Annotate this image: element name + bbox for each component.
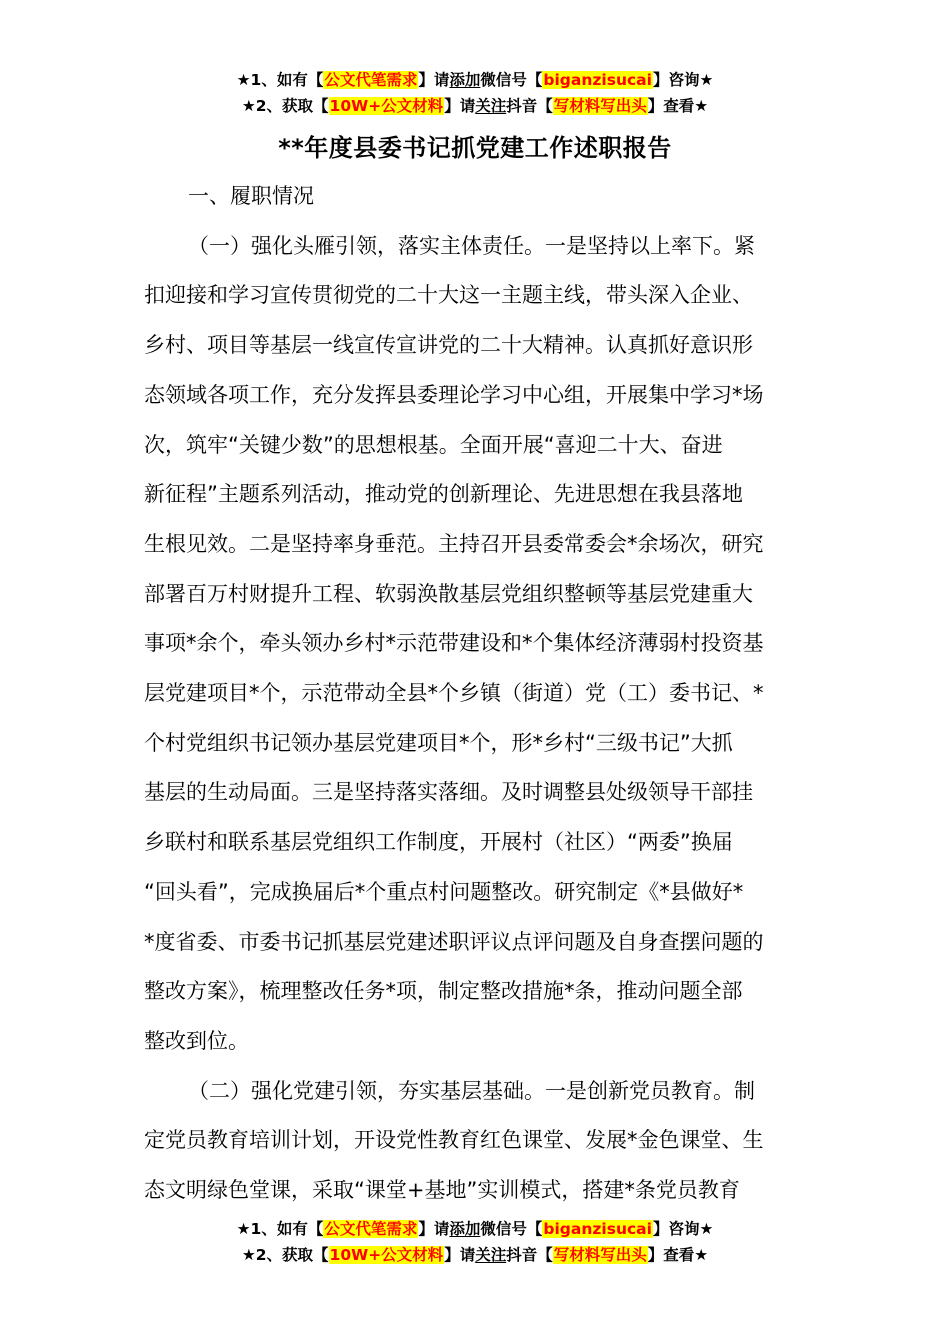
section-heading: 一、履职情况 bbox=[188, 184, 314, 208]
paragraph-line: “回头看”，完成换届后*个重点村问题整改。研究制定《*县做好* bbox=[144, 879, 744, 904]
promo-highlight: 10W+公文材料 bbox=[329, 97, 444, 115]
promo-line-1 bbox=[0, 67, 950, 93]
promo-banner-bottom bbox=[0, 1216, 950, 1268]
promo-text: 】请 bbox=[444, 97, 476, 115]
paragraph-line: 个村党组织书记领办基层党建项目*个，形*乡村“三级书记”大抓 bbox=[144, 730, 733, 755]
paragraph-line: 基层的生动局面。三是坚持落实落细。及时调整县处级领导干部挂 bbox=[144, 780, 753, 805]
paragraph-line: 整改到位。 bbox=[144, 1028, 249, 1053]
promo-text: 微信号【 bbox=[480, 71, 543, 89]
paragraph-line: 乡村、项目等基层一线宣传宣讲党的二十大精神。认真抓好意识形 bbox=[144, 333, 753, 358]
promo-text: 】咨询★ bbox=[652, 71, 714, 89]
paragraph-line: 态领域各项工作，充分发挥县委理论学习中心组，开展集中学习*场 bbox=[144, 382, 764, 407]
paragraph-line: （一）强化头雁引领，落实主体责任。一是坚持以上率下。紧 bbox=[188, 233, 755, 258]
paragraph-line: 生根见效。二是坚持率身垂范。主持召开县委常委会*余场次，研究 bbox=[144, 531, 764, 556]
promo-underlined-text: 关注 bbox=[475, 1246, 507, 1264]
paragraph-line: 扣迎接和学习宣传贯彻党的二十大这一主题主线，带头深入企业、 bbox=[144, 283, 753, 308]
promo-highlight-douyin-id: 写材料写出头 bbox=[553, 1246, 647, 1264]
promo-highlight: 10W+公文材料 bbox=[329, 1246, 444, 1264]
promo-underlined-text: 关注 bbox=[475, 97, 507, 115]
promo-highlight-wechat-id: biganzisucai bbox=[543, 1220, 652, 1238]
promo-highlight: 公文代笔需求 bbox=[324, 71, 418, 89]
promo-text: 抖音【 bbox=[506, 97, 553, 115]
paragraph-line: 定党员教育培训计划，开设党性教育红色课堂、发展*金色课堂、生 bbox=[144, 1128, 764, 1153]
paragraph-line: 乡联村和联系基层党组织工作制度，开展村（社区）“两委”换届 bbox=[144, 830, 733, 855]
promo-line-1 bbox=[0, 1216, 950, 1242]
promo-text: 】请 bbox=[418, 71, 450, 89]
paragraph-line: *度省委、市委书记抓基层党建述职评议点评问题及自身查摆问题的 bbox=[144, 929, 764, 954]
promo-text: ★1、如有【 bbox=[236, 71, 324, 89]
promo-text: ★2、获取【 bbox=[241, 97, 329, 115]
paragraph-line: 次，筑牢“关键少数”的思想根基。全面开展“喜迎二十大、奋进 bbox=[144, 432, 723, 457]
promo-text: 】查看★ bbox=[647, 1246, 709, 1264]
paragraph-line: 新征程”主题系列活动，推动党的创新理论、先进思想在我县落地 bbox=[144, 482, 743, 507]
paragraph-line: （二）强化党建引领，夯实基层基础。一是创新党员教育。制 bbox=[188, 1078, 755, 1103]
promo-text: 】请 bbox=[444, 1246, 476, 1264]
paragraph-2 bbox=[144, 1067, 808, 1216]
promo-banner-top bbox=[0, 67, 950, 119]
paragraph-line: 部署百万村财提升工程、软弱涣散基层党组织整顿等基层党建重大 bbox=[144, 581, 753, 606]
promo-underlined-text: 添加 bbox=[449, 71, 481, 89]
promo-line-2 bbox=[0, 93, 950, 119]
promo-text: 微信号【 bbox=[480, 1220, 543, 1238]
promo-text: 】咨询★ bbox=[652, 1220, 714, 1238]
paragraph-1 bbox=[144, 222, 808, 1067]
paragraph-line: 层党建项目*个，示范带动全县*个乡镇（街道）党（工）委书记、* bbox=[144, 681, 764, 706]
promo-highlight-douyin-id: 写材料写出头 bbox=[553, 97, 647, 115]
promo-text: 】请 bbox=[418, 1220, 450, 1238]
promo-underlined-text: 添加 bbox=[449, 1220, 481, 1238]
document-title: **年度县委书记抓党建工作述职报告 bbox=[278, 134, 672, 162]
promo-text: ★2、获取【 bbox=[241, 1246, 329, 1264]
promo-highlight-wechat-id: biganzisucai bbox=[543, 71, 652, 89]
promo-text: 抖音【 bbox=[506, 1246, 553, 1264]
document-body bbox=[144, 172, 808, 1216]
paragraph-line: 事项*余个，牵头领办乡村*示范带建设和*个集体经济薄弱村投资基 bbox=[144, 631, 764, 656]
promo-text: ★1、如有【 bbox=[236, 1220, 324, 1238]
paragraph-line: 整改方案》，梳理整改任务*项，制定整改措施*条，推动问题全部 bbox=[144, 979, 743, 1004]
promo-line-2 bbox=[0, 1242, 950, 1268]
promo-text: 】查看★ bbox=[647, 97, 709, 115]
promo-highlight: 公文代笔需求 bbox=[324, 1220, 418, 1238]
paragraph-line: 态文明绿色堂课，采取“课堂+基地”实训模式，搭建*条党员教育 bbox=[144, 1178, 740, 1203]
